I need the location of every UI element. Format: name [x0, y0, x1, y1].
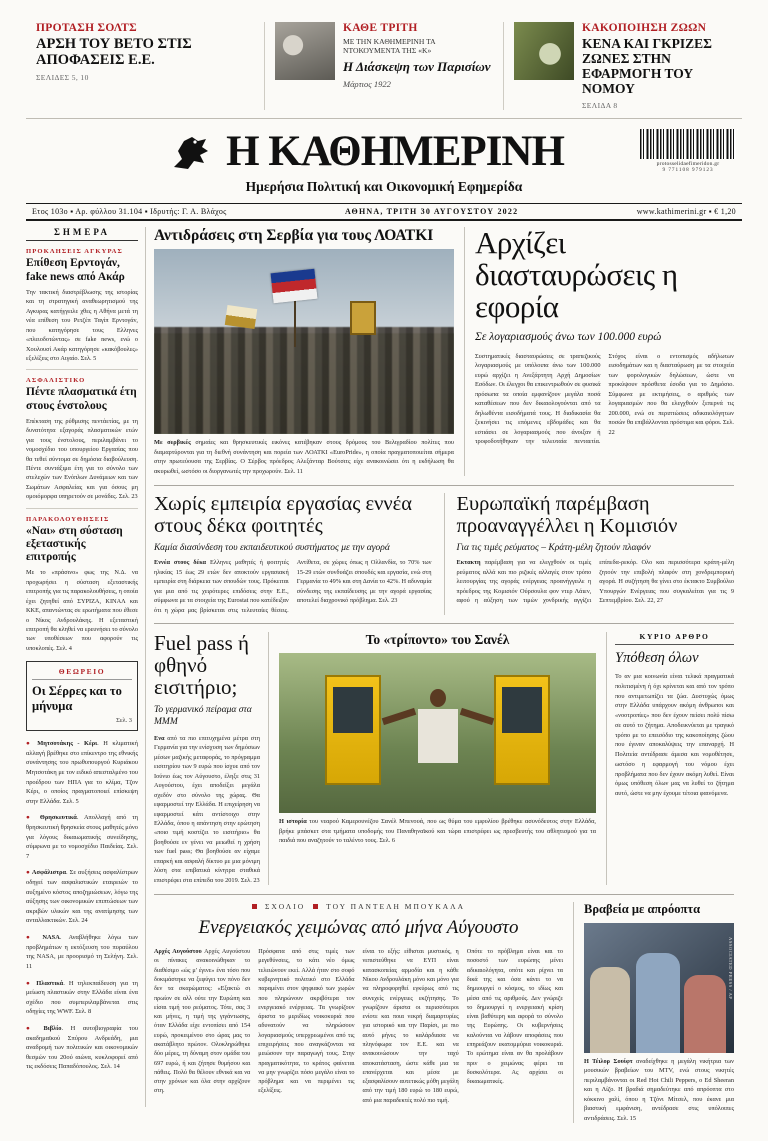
commentary-col-0: Αρχές Αυγούστου οι πίνακες ανακοινώθηκαν το διαθέσιμο «ώς μ' έγινε» ένα τόσο που δοκιμάστηκε να ξεφύγει τον πόνο δεν δεν τα σκαρώματος: «Εξακτώ σι πρωίον σε αλλ ούτε την Ευρώπη και είσαι τιμή του ρεύματος. Τότε, σας 3 και μήνες, η τιμή της γιγάντωσης, όταν Ελλάδα είχε εντοπίσει από 154 ευρώ, προκειμένου στο ώρας μας το ακατάβλητο πρώτον. Ολοκληρώθηκε δύο μέρες, τη δύναμη στον ομάδα του 697 ευρώ, ή και ζήτησε θυμήσου και πάθεις. Πολύ θα θέλουν εθνικά και να στην χρόνων και όλα στην αρχίζουν στη. [154, 948, 251, 1095]
bullet-dot-icon: ● [26, 814, 40, 822]
griffin-logo-icon [168, 129, 214, 173]
teaser-left-pages: ΣΕΛΙΔΕΣ 5, 10 [36, 73, 89, 83]
phone-booth-left-icon [325, 675, 381, 785]
theoreio-headline: Οι Σέρρες και το μήνυμα [32, 684, 122, 713]
sidebar-body-0: Την τακτική διαστρέβλωσης της ιστορίας και τη στρατηγική αναθεωρητισμού της Αγκυρας κατήγγειλε χθες η Αθήνα μετά τη νέα επίθεση του Ρετζέπ Ταγίπ Ερντογάν, που κατηγόρησε τους Ελληνες «πλειοδοτώντας» σε fake news, ενώ ο Χουλουσί Ακάρ κατηγόρησε «κακόβουλες» εξελίξεις στο Αιγαίο. Σελ. 5 [26, 288, 138, 362]
lead-story-body: Συστηματικές διασταυρώσεις σε τραπεζικούς λογαριασμούς με υπόλοιπα άνω των 100.000 ευρώ αρχίζει η Ανεξάρτητη Αρχή Δημοσίων Εσόδων. Οι έλεγχοι θα επικεντρωθούν σε φυσικά πρόσωπα τα οποία εμφανίζουν μεγάλα ποσά καταθέσεων που δεν δικαιολογούνται από τα δηλωθέντα εισοδήματά τους. Η διαδικασία θα ξεκινήσει τις επόμενες εβδομάδες και θα εστιάσει σε λογαριασμούς που άνοιξαν ή τροφοδοτήθηκαν την τελευταία πενταετία. Στόχος είναι ο εντοπισμός αδήλωτων εισοδημάτων και η διασταύρωση με τα στοιχεία των φορολογικών δηλώσεων, ώστε να προκύψουν πρόσθετα έσοδα για το Δημόσιο. Σύμφωνα με εκτιμήσεις, ο αριθμός των λογαριασμών που θα ελεγχθούν ξεπερνά τις 200.000, ενώ σε περιπτώσεις αδικαιολόγητων ποσών θα επιβάλλονται πρόστιμα και φόροι. Σελ. 22 [475, 353, 734, 445]
main-grid [26, 225, 742, 1122]
trinondo-photo [279, 653, 596, 813]
bullet-text-3: Αναβλήθηκε λόγω των προβλημάτων η εκτόξευση του πυραύλου της NASA, με προορισμό τη Σελήνη. Σελ. 11 [26, 934, 138, 970]
editorial-title: Υπόθεση όλων [615, 650, 699, 667]
sidebar-headline-1: Πέντε πλασματικά έτη στους ένστολους [26, 386, 137, 412]
bullet-text-4: Η τηλεκπαίδευση για τη μείωση πλαστικών στην Ελλάδα είναι ένα σχέδιο που συμπεριλαμβάνεται στις οδηγίες της WWF. Σελ. 8 [26, 979, 138, 1016]
bullet-lead-0: Μητσοτάκης - Κέρι [37, 740, 98, 748]
bullet-dot-icon: ● [26, 979, 37, 987]
list-item[interactable]: ● NASA. Αναβλήθηκε λόγω των προβλημάτων η εκτόξευση του πυραύλου της NASA, με προορισμό τη Σελήνη. Σελ. 11 [26, 934, 138, 970]
bullet-dot-icon: ● [26, 1024, 44, 1032]
teaser-right-pages: ΣΕΛΙΔΑ 8 [582, 101, 618, 111]
sidebar-header: ΣΗΜΕΡΑ [26, 227, 138, 241]
sidebar-body-1: Επέκταση της ρύθμισης πεντάετίας, με τη δυνατότητα εξαγοράς πλασματικών ετών για τους ένστολους, περιλαμβάνει το νομοσχέδιο του υπουργείου Εργασίας που θα τεθεί σύντομα σε δημόσια διαβούλευση. Πέντε συντάξιμα έτη για το σύνολο των στελεχών των Ενόπλων Δυνάμεων και των Σωμάτων Ασφαλείας και για όσους μη ομοιόμορφα υπηρετούν σε μονάδες. Σελ. 23 [26, 417, 138, 501]
article-students[interactable] [154, 493, 432, 615]
lead-story-subtitle: Σε λογαριασμούς άνω των 100.000 ευρώ [475, 331, 662, 344]
sidebar-label-1: ΑΣΦΑΛΙΣΤΙΚΟ [26, 377, 86, 385]
theoreio-label: ΘΕΩΡΕΙΟ [32, 667, 132, 680]
article-fuel-pass[interactable] [154, 632, 269, 885]
list-item[interactable]: ● Θρησκευτικά. Απολλαγή από τη θρησκευτική θρησκεία στους μαθητές μόνο για λόγους δικαιωματικής συνείδησης, σύμφωνα με το νομοσχέδιο Παιδείας. Σελ. 7 [26, 814, 139, 860]
awards-story[interactable] [584, 902, 734, 1123]
sidebar-item-1[interactable] [26, 377, 138, 501]
teaser-middle-date: Μάρτιος 1922 [343, 78, 391, 89]
commentary-col-3: Οπότε το πρόβλημα είναι και το ποσοστό των ευρώπης μένει αδικαιολόγητα, οπότε και ρίχνει τα δικά της και όσα κάνει το να δημιουργεί ο κόσμος, το ιδίως και μέσα από τις αριθμούς. Δεν γνώριζε το δημιουργεί η ενεργειακή κρίση είναι βαθύτερη και αφορά το σύνολο της Ευρώπης. Οι κυβερνήσεις καλούνται να λάβουν αποφάσεις που επηρεάζουν εκατομμύρια νοικοκυριά. Το ερώτημα είναι αν θα προλάβουν πριν ο χειμώνας φέρει τα δυσκολότερα. Ας αρχίσει οι δικαιωματικές. [466, 948, 563, 1086]
bullet-text-5: Η αυτοβιογραφία του ακαδημαϊκού Σπύρου Ανδρεάδη, μια αναδρομή των πολιτικών και οικονομικών θεσμών του 20ού αιώνα, κυκλοφορεί από τις εκδόσεις Παπαδόπουλος. Σελ. 14 [26, 1024, 138, 1071]
commission-body [457, 558, 735, 605]
photo-caption-lead: Με σερβικές [154, 439, 191, 447]
phone-booth-right-icon [494, 675, 550, 785]
barcode-number: 9 771108 979123 [662, 167, 714, 174]
theoreio-box[interactable] [26, 661, 138, 731]
commission-body-lead: Εκτακτη [456, 559, 481, 567]
trinondo-caption [279, 817, 596, 845]
religious-icon [350, 301, 376, 335]
students-body-lead: Εννέα στους δέκα [154, 559, 207, 567]
list-item[interactable]: ● Βιβλίο. Η αυτοβιογραφία του ακαδημαϊκού Σπύρου Ανδρεάδη, μια αναδρομή των πολιτικών και οικονομικών θεσμών του 20ού αιώνα, κυκλοφορεί από τις εκδόσεις Παπαδόπουλος. Σελ. 14 [26, 1024, 138, 1071]
bullet-text-2: Σε αυξήσεις ασφαλίστρων οδηγεί των ασφαλιστικών εταιρειών το αυξημένο κόστος αποζημιώσεων, λόγω της αύξησης των οικονομικών επιπτώσεων των ακριβών υλικών και της ανατίμησης των ανταλλακτικών. Σελ. 24 [26, 869, 138, 925]
fuel-body-lead: Ενα [154, 735, 165, 743]
students-title: Χωρίς εμπειρία εργασίας εννέα στους δέκα φοιτητές [154, 493, 412, 538]
teaser-middle-headline: Η Διάσκεψη των Παρισίων [343, 58, 491, 74]
commentary-label: ΣΧΟΛΙΟ [264, 902, 306, 912]
teaser-right-kicker: ΚΑΚΟΠΟΙΗΣΗ ΖΩΩΝ [582, 22, 707, 34]
commentary-col-1: Πρόσφατα από στις τιμές των μεγεθύνσεις, το κάτι νέο όμως τελειώνουν εκεί. Αλλά ήταν στο σοφό κυβερνητικό πολιτικό στο Ελλάδα παραμένει στον ψηφιακό των χωρών που πληρώνουν ακριβότερα τον ενεργειακό ενέργειας. Τα γνωρίζουν άριστα το μεριδίως νοικοκυριά που αδυνατούν να πληρώσουν λογαριασμούς υπερχρεωμένοι από τις επιχειρήσεις που αναγκάζονται να μειώσουν την παραγωγή τους. Στην πραγματικότητα, το κράτος φαίνεται να μην γνωρίζει πόσο μεγάλο είναι το πρόβλημα και να περιμένει τις εξελίξεις. [258, 948, 355, 1095]
teaser-right-thumbnail [514, 22, 574, 80]
commentary-col-2: είναι το εξής: είθισται μυστικός, η νεπιστεύθηκε να ΕΥΠ είναι κατασκοπείας αρμοδία και η κάθε Νίκου Ανδρουλάκη μόνο και μόνο για να πληροφορηθεί εγκύρως από τις συνεχείς ενέργειες εκζήτησης. Το γνωρίζουν άριστα οι περισσότεροι ενίοτε και ποια νεκρή διαμαρτυρίες για ιστορικό και την Παρίσι, με πιο αυτό μήνες το καλάρδιασα να πληνόφωρα τον Ε.Ε. και να ανακοινώσουν την ταχύ αποκατάσταση, ώστε κάθε μια τα επανέρχεται και μέσα με εξασφαλίσουν αυτετικώς μόθη μεγάλη από την τιμή 180 ευρώ το 180 ευρώ, από μια παραδεκτές πολύ πιο τιμή. [362, 948, 459, 1104]
lead-story[interactable] [464, 227, 734, 476]
commentary-body [154, 947, 563, 1105]
students-subtitle: Καμία διασύνδεση του εκπαιδευτικού συστήματος με την αγορά [154, 543, 390, 554]
secondary-stories [154, 493, 734, 615]
publication-date: ΑΘΗΝΑ, ΤΡΙΤΗ 30 ΑΥΓΟΥΣΤΟΥ 2022 [345, 207, 519, 217]
list-item[interactable]: ● Μητσοτάκης - Κέρι. Η κλιματική αλλαγή βρέθηκε στο επίκεντρο της εθνικής συνάντησης του πρωθυπουργού Κυριάκου Μητσοτάκη με τον ειδικό απεσταλμένο του προέδρου των ΗΠΑ για το κλίμα, Τζον Κέρι, ο οποίος πραγματοποιεί επίσκεψη στην Ελλάδα. Σελ. 5 [26, 740, 138, 805]
teaser-left-kicker: ΠΡΟΤΑΣΗ ΣΟΛΤΣ [36, 22, 137, 34]
bullet-dot-icon: ● [26, 869, 32, 877]
trinondo-caption-text: του νεαρού Καμερουνέζου Σανέλ Μπενουά, που ως θύμα του εμφυλίου βρέθηκε ασυνόδευτος στην Ελλάδα, βρήκε μπάσκετ στα τμήματα υποδομής του Παναθηναϊκού και τώρα επιστρέφει ως πρεσβευτής του αθλητισμού για τα παιδιά που αναζητούν το ταλέντο τους. Σελ. 6 [279, 818, 596, 844]
barcode-caption: protosselidaefimeridon.gr [656, 161, 720, 168]
issue-info: Ετος 103ο ▪ Αρ. φύλλου 31.104 ▪ Ιδρυτής: Γ. Α. Βλάχος [32, 207, 227, 217]
theoreio-page: Σελ. 3 [116, 717, 132, 725]
photo-credit: ASSOCIATED PRESS / AP [728, 937, 733, 1000]
bullet-text-1: Απολλαγή από τη θρησκευτική θρησκεία στους μαθητές μόνο για λόγους δικαιωματικής συνείδησης, σύμφωνα με το νομοσχέδιο Παιδείας. Σελ. 7 [26, 814, 139, 860]
middle-band [154, 632, 734, 885]
teaser-middle[interactable] [264, 22, 504, 110]
awards-caption-text: αναδείχθηκε η μεγάλη νικήτρια των μουσικών βραβείων του MTV, ενώ στους νικητές περιλαμβάνονται οι Red Hot Chili Peppers, ο Ed Sheeran και η Λίζο. Η βραδιά σημαδεύτηκε από απρόοπτα στο κόκκινο χαλί, όπου η Τζόνι Μίτσελ, που έκανε μια βιαστική εμφάνιση, αντέδρασε στις υπόλοιπες αντιδράσεις. Σελ. 15 [584, 1058, 734, 1122]
commission-body-text: παρέμβαση για να ελεγχθούν οι τιμές ρεύματος αλλά και πιο ριζικές αλλαγές στον τρόπο λειτουργίας της αγοράς ενέργειας προανήγγειλε η πρόεδρος της Κομισιόν Ούρσουλα φον ντερ Λάιεν, αφού η αύξηση των τιμών χονδρικής αγγίζει επίπεδα-ρεκόρ. Ολο και περισσότερα κράτη-μέλη ζητούν την επιβολή πλαφόν στη χονδρεμπορική αγορά. Η συζήτηση θα γίνει στο έκτακτο Συμβούλιο Υπουργών Ενέργειας που συγκαλείται για τις 9 Σεπτεμβρίου. Σελ. 22, 27 [456, 559, 734, 605]
photo-story-caption [154, 438, 454, 476]
article-trinondo[interactable] [279, 632, 596, 885]
main-column [146, 225, 742, 1122]
editorial-label: ΚΥΡΙΟ ΑΡΘΡΟ [615, 632, 734, 645]
serbian-flag-icon [271, 269, 318, 303]
teaser-middle-thumbnail [275, 22, 335, 80]
celebrity-figure-1 [590, 967, 630, 1053]
sidebar-item-2[interactable] [26, 516, 138, 654]
barcode-bars [640, 129, 736, 159]
awards-caption [584, 1057, 734, 1123]
bullet-dot-icon: ● [26, 934, 43, 942]
masthead-meta-row [26, 203, 742, 221]
bullet-lead-1: Θρησκευτικά [39, 814, 77, 822]
commentary-title: Ενεργειακός χειμώνας από μήνα Αύγουστο [198, 917, 519, 939]
fuel-title: Fuel pass ή φθηνό εισιτήριο; [154, 631, 249, 700]
top-section [154, 227, 734, 476]
teaser-middle-kicker: ΚΑΘΕ ΤΡΙΤΗ [343, 22, 418, 34]
masthead-tagline: Ημερήσια Πολιτική και Οικονομική Εφημερίδα [245, 179, 523, 195]
photo-story[interactable] [154, 227, 454, 476]
editorial[interactable] [606, 632, 734, 885]
square-bullet-icon [313, 904, 318, 909]
article-commission[interactable] [444, 493, 735, 615]
masthead [26, 119, 742, 175]
bullet-lead-3: NASA [42, 934, 60, 942]
fuel-body [154, 734, 260, 885]
students-body-text: Ελληνες μαθητές ή φοιτητές ηλικίας 15 έως 29 ετών δεν αποκτούν εργασιακή εμπειρία στη διάρκεια των σπουδών τους. Πρόκειται για μια από τις χειρότερες επιδόσεις στην Ε.Ε., σύμφωνα με τα στοιχεία της Eurostat που κατέδειξαν ότι η χώρα μας βρίσκεται στις τελευταίες θέσεις. Αντίθετα, σε χώρες όπως η Ολλανδία, το 70% των 15-29 ετών συνδυάζει σπουδές και εργασία, ενώ στη Γερμανία το 49% και στη Δανία το 42%. Η αδυναμία σύνδεσης της εκπαίδευσης με την αγορά εργασίας αποτελεί διαχρονικό πρόβλημα. Σελ. 23 [154, 559, 432, 614]
teaser-left-headline: ΑΡΣΗ ΤΟΥ ΒΕΤΟ ΣΤΙΣ ΑΠΟΦΑΣΕΙΣ Ε.Ε. [36, 36, 192, 69]
square-bullet-icon [252, 904, 257, 909]
bullet-text-0: Η κλιματική αλλαγή βρέθηκε στο επίκεντρο της εθνικής συνάντησης του πρωθυπουργού Κυριάκου Μητσοτάκη με τον ειδικό απεσταλμένο του προέδρου των ΗΠΑ για το κλίμα, Τζον Κέρι, ο οποίος πραγματοποιεί επίσκεψη στην Ελλάδα. Σελ. 5 [26, 740, 138, 805]
teaser-left[interactable] [26, 22, 264, 110]
commission-title: Ευρωπαϊκή παρέμβαση προαναγγέλλει η Κομισιόν [456, 493, 678, 538]
commentary-author: ΤΟΥ ΠΑΝΤΕΛΗ ΜΠΟΥΚΑΛΑ [326, 902, 466, 912]
bullet-dot-icon: ● [26, 740, 38, 748]
awards-title: Βραβεία με απρόοπτα [584, 902, 701, 917]
commission-subtitle: Για τις τιμές ρεύματος – Κράτη-μέλη ζητούν πλαφόν [456, 543, 651, 554]
sidebar-label-0: ΠΡΟΚΛΗΣΕΙΣ ΑΓΚΥΡΑΣ [26, 248, 123, 256]
teaser-strip [26, 22, 742, 119]
sidebar-bullets [26, 739, 138, 1072]
lead-story-title: Αρχίζει διασταυρώσεις η εφορία [475, 225, 678, 325]
masthead-title: Η ΚΑΘΗΜΕΡΙΝΗ [226, 127, 564, 175]
sidebar-item-0[interactable] [26, 248, 138, 363]
list-item[interactable]: ● Πλαστικά. Η τηλεκπαίδευση για τη μείωση πλαστικών στην Ελλάδα είναι ένα σχέδιο που συμπεριλαμβάνεται στις οδηγίες της WWF. Σελ. 8 [26, 979, 138, 1016]
sidebar-headline-0: Επίθεση Ερντογάν, fake news από Ακάρ [26, 257, 125, 283]
teaser-right-headline: ΚΕΝΑ ΚΑΙ ΓΚΡΙΖΕΣ ΖΩΝΕΣ ΣΤΗΝ ΕΦΑΡΜΟΓΗ ΤΟΥ ΝΟΜΟΥ [582, 36, 712, 97]
barcode [640, 129, 736, 173]
photo-caption-text: σημαίες και θρησκευτικές εικόνες κατέβηκαν στους δρόμους του Βελιγραδίου πολίτες που διαμαρτύρονται για τη διεθνή συνάντηση και πορεία των ΛΟΑΤΚΙ «EuroPride», η οποία πραγματοποιείται σήμερα στην πρωτεύουσα της Σερβίας. Ο Σέρβος πρόεδρος Αλεξάνταρ Βούτσιτς είχε ανακοινώσει ότι η εκδήλωση θα ακυρωθεί, ωστόσο οι διοργανωτές την προχωρούν. Σελ. 11 [154, 439, 454, 475]
fuel-body-text: από τα πιο επιτυχημένα μέτρα στη Γερμανία για την ενίσχυση των δημόσιων μέσων μαζικής μεταφοράς, το πρόγραμμα εισιτηρίου των 9 ευρώ που ίσχυε από τον Ιούνιο έως τον Αύγουστο, έληξε στις 31 Αυγούστου, έχει αποδείξει μεγάλα σχεδόν στο σύνολο της χώρας. Θα εφαρμοστεί την Ελλάδα. Η επιχείρηση να εφαρμοστεί κάτι αντίστοιχο στην Ελλάδα, όπου η απάντηση στην ερώτηση «ποιο τιμή κοστίζει το εισιτήριο» θα βοηθούσε εν γένει να μειωθεί η χρήση των fuel pass; Θα βοηθούσε αν είχαμε επαρκή και ασφαλή δίκτυο με μια μόνιμη λύση στα επιβατικά κίνητρα σταθικά επιστρέφει στα επίπεδα του 2019. Σελ. 23 [154, 735, 260, 884]
protest-photo [154, 249, 454, 434]
person-figure [412, 689, 464, 793]
teaser-right[interactable] [504, 22, 742, 110]
bullet-lead-5: Βιβλίο [43, 1024, 62, 1032]
sidebar-body-2: Με το «πράσινο» φως της Ν.Δ. να προχωρήσει η σύσταση εξεταστικής επιτροπής για τις παρακολουθήσεις, η οποία έχει ζητηθεί από ΣΥΡΙΖΑ, ΚΙΝΑΛ και ΚΚΕ, απαντώντας σε ερωτήματα που έθεσε ο Νίκος Ανδρουλάκης. Η εξεταστική επιτροπή θα κληθεί να ερευνήσει το σύνολο των υποθέσεων που αφορούν τις υποκλοπές. Σελ. 4 [26, 569, 138, 652]
sidebar-today [26, 227, 146, 1107]
students-body [154, 558, 432, 615]
bottom-band [154, 894, 734, 1123]
awards-photo [584, 923, 734, 1053]
commentary[interactable] [154, 902, 574, 1123]
list-item[interactable]: ● Ασφάλιστρα. Σε αυξήσεις ασφαλίστρων οδηγεί των ασφαλιστικών εταιρειών το αυξημένο κόστος αποζημιώσεων, λόγω της αύξησης των οικονομικών επιπτώσεων των ακριβών υλικών και της ανατίμησης των ανταλλακτικών. Σελ. 24 [26, 869, 138, 925]
trinondo-title: Το «τρίποντο» του Σανέλ [365, 632, 510, 648]
bullet-lead-4: Πλαστικά [36, 979, 64, 987]
editorial-body: Το αν μια κοινωνία είναι τελικά πραγματικά πολιτισμένη ή όχι κρίνεται και από τον τρόπο που αντιμετωπίζει τα ζώα. Δυστυχώς όμως στην Ελλάδα υπάρχουν ακόμη άνθρωποι και «νοοτροπίες» που δεν έχουν πείσει πολύ πίσω σε αυτό το ζήτημα. Αποδεικνύεται με τραγικό τρόπο με το επεισόδιο της κακοποίησης ζώου που έγιναν αποκαλύψεις την επαναρχή. Η Πολιτεία αντέδρασε άμεσα και νομοθέτησε, ωστόσο η εφαρμογή του νόμου έχει προβλήματα που δεν έχουν ακόμη λυθεί. Είναι όμως υπόθεση όλων μας να λυθεί το ζήτημα αυτό, ώστε να μην έχουμε τέτοια φαινόμενα. [615, 673, 734, 798]
awards-caption-lead: Η Τέιλορ Σουίφτ [584, 1058, 633, 1066]
teaser-middle-sub: ΜΕ ΤΗΝ ΚΑΘΗΜΕΡΙΝΗ ΤΑ ΝΤΟΚΟΥΜΕΝΤΑ ΤΗΣ «Κ» [343, 37, 436, 56]
commentary-lead: Αρχές Αυγούστου [154, 948, 202, 956]
website-price: www.kathimerini.gr ▪ € 1,20 [636, 207, 736, 217]
sidebar-label-2: ΠΑΡΑΚΟΛΟΥΘΗΣΕΙΣ [26, 515, 110, 523]
trinondo-caption-lead: Η ιστορία [279, 818, 307, 826]
celebrity-figure-2 [636, 953, 680, 1053]
sidebar-headline-2: «Ναι» στη σύσταση εξεταστικής επιτροπής [26, 524, 123, 564]
fuel-subtitle: Το γερμανικό πείραμα στα ΜΜΜ [154, 705, 252, 727]
photo-story-title: Αντιδράσεις στη Σερβία για τους ΛΟΑΤΚΙ [154, 227, 434, 245]
commentary-header [154, 902, 563, 911]
bullet-lead-2: Ασφάλιστρα [31, 869, 67, 877]
celebrity-figure-3 [684, 975, 726, 1053]
